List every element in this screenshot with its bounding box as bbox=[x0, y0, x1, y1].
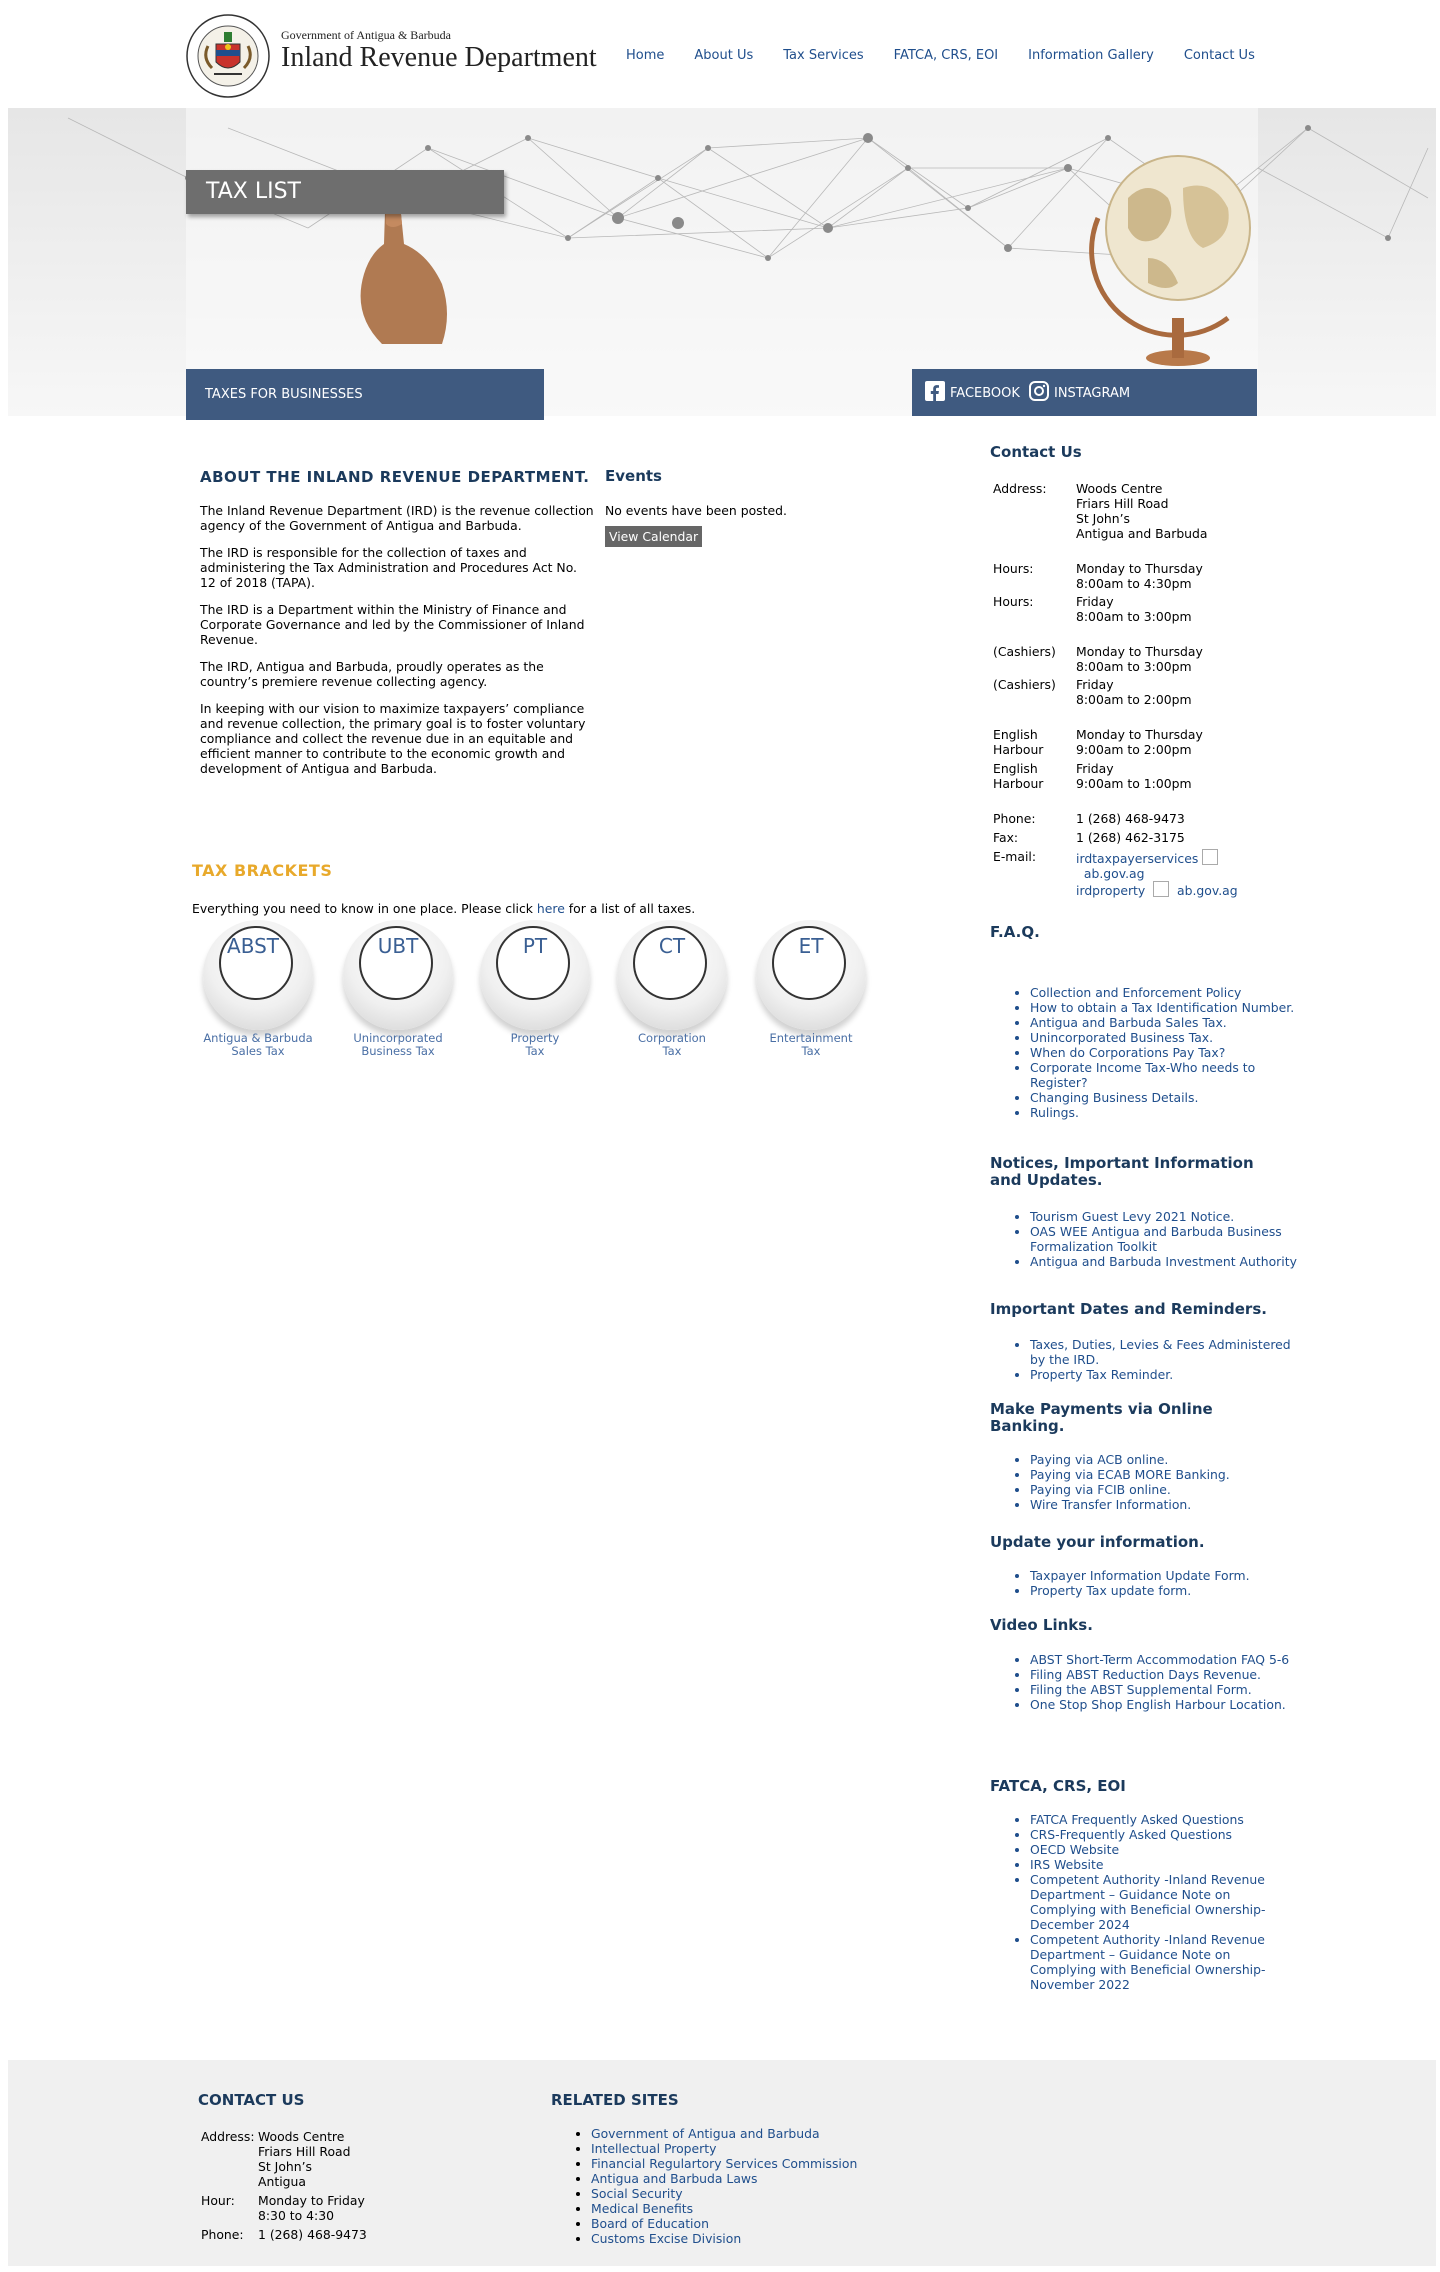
update-heading: Update your information. bbox=[990, 1533, 1205, 1551]
contact-value: Woods Centre Friars Hill Road St John’s Antigua and Barbuda bbox=[1076, 481, 1208, 541]
about-paragraph: The Inland Revenue Department (IRD) is the revenue collection agency of the Government of Antigua and Barbuda. bbox=[200, 503, 594, 533]
list-item bbox=[591, 2126, 857, 2141]
tax-label-line: Corporation bbox=[638, 1031, 706, 1045]
list-item bbox=[1030, 1045, 1300, 1060]
nav-fatca-crs-eoi[interactable]: FATCA, CRS, EOI bbox=[893, 48, 999, 63]
dates-link[interactable]: Property Tax Reminder. bbox=[1030, 1367, 1174, 1382]
fatca-link[interactable]: Competent Authority -Inland Revenue Department – Guidance Note on Complying with Beneficial Ownership- December 2024 bbox=[1030, 1872, 1266, 1932]
list-item bbox=[1030, 1337, 1300, 1367]
tax-brackets-heading: TAX BRACKETS bbox=[192, 861, 333, 880]
list-item bbox=[1030, 1000, 1300, 1015]
list-item bbox=[1030, 1367, 1300, 1382]
faq-link[interactable]: When do Corporations Pay Tax? bbox=[1030, 1045, 1226, 1060]
email-domain: ab.gov.ag bbox=[1177, 883, 1238, 898]
list-item bbox=[1030, 1857, 1300, 1872]
related-sites-heading: RELATED SITES bbox=[551, 2091, 679, 2109]
tax-label-line: Tax bbox=[525, 1044, 545, 1058]
contact-value: Monday to Thursday 8:00am to 3:00pm bbox=[1076, 644, 1203, 674]
fatca-link[interactable]: CRS-Frequently Asked Questions bbox=[1030, 1827, 1232, 1842]
tax-abbr: ET bbox=[798, 934, 824, 958]
tax-label-line: Antigua & Barbuda bbox=[203, 1031, 313, 1045]
taxes-for-businesses-button[interactable]: TAXES FOR BUSINESSES bbox=[186, 369, 544, 420]
footer-contact-heading: CONTACT US bbox=[198, 2091, 305, 2109]
contact-key: Fax: bbox=[993, 830, 1019, 845]
tax-label-line: Unincorporated bbox=[353, 1031, 443, 1045]
list-item bbox=[1030, 1827, 1300, 1842]
instagram-icon bbox=[1029, 381, 1049, 401]
video-link[interactable]: Filing the ABST Supplemental Form. bbox=[1030, 1682, 1252, 1697]
list-item bbox=[591, 2186, 857, 2201]
contact-value: Friday 8:00am to 2:00pm bbox=[1076, 677, 1192, 707]
list-item bbox=[1030, 1030, 1300, 1045]
events-heading: Events bbox=[605, 467, 662, 485]
payment-link[interactable]: Paying via FCIB online. bbox=[1030, 1482, 1171, 1497]
contact-key: (Cashiers) bbox=[993, 644, 1056, 659]
tax-label-line: Property bbox=[510, 1031, 560, 1045]
tax-brackets-intro bbox=[192, 901, 695, 916]
nav-home[interactable]: Home bbox=[626, 48, 665, 63]
contact-value: Monday to Thursday 9:00am to 2:00pm bbox=[1076, 727, 1203, 757]
social-links-bar bbox=[912, 369, 1257, 416]
related-sites-list bbox=[551, 2126, 857, 2246]
view-calendar-button[interactable]: View Calendar bbox=[605, 526, 702, 547]
contact-value: 1 (268) 468-9473 bbox=[1076, 811, 1185, 826]
related-site-link[interactable]: Board of Education bbox=[591, 2216, 709, 2231]
logo-department-text: Inland Revenue Department bbox=[281, 42, 597, 73]
video-list bbox=[990, 1652, 1300, 1712]
footer-hour-key: Hour: bbox=[201, 2193, 235, 2208]
broken-image-icon bbox=[1202, 849, 1218, 865]
tax-abbr: ABST bbox=[227, 934, 279, 958]
list-item bbox=[1030, 1105, 1300, 1120]
tax-label bbox=[607, 1032, 737, 1058]
list-item bbox=[1030, 1697, 1300, 1712]
email-taxpayer-services-link[interactable] bbox=[1076, 851, 1218, 881]
footer-phone-key: Phone: bbox=[201, 2227, 244, 2242]
broken-image-icon bbox=[1153, 881, 1169, 897]
fatca-list bbox=[990, 1812, 1300, 1992]
list-item bbox=[1030, 1209, 1300, 1224]
payment-link[interactable]: Paying via ACB online. bbox=[1030, 1452, 1169, 1467]
list-item bbox=[1030, 1497, 1300, 1512]
list-item bbox=[1030, 985, 1300, 1000]
payment-link[interactable]: Wire Transfer Information. bbox=[1030, 1497, 1192, 1512]
payments-heading: Make Payments via Online Banking. bbox=[990, 1400, 1213, 1435]
nav-contact-us[interactable]: Contact Us bbox=[1183, 48, 1255, 63]
tax-label-line: Entertainment bbox=[769, 1031, 853, 1045]
list-item bbox=[1030, 1932, 1300, 1992]
list-item bbox=[1030, 1254, 1300, 1269]
contact-key: English Harbour bbox=[993, 727, 1044, 757]
dates-heading: Important Dates and Reminders. bbox=[990, 1300, 1267, 1318]
contact-heading: Contact Us bbox=[990, 443, 1082, 461]
fatca-heading: FATCA, CRS, EOI bbox=[990, 1777, 1126, 1795]
faq-link[interactable]: Antigua and Barbuda Sales Tax. bbox=[1030, 1015, 1227, 1030]
tax-label bbox=[193, 1032, 323, 1058]
fatca-link[interactable]: Competent Authority -Inland Revenue Department – Guidance Note on Complying with Beneficial Ownership- November 2022 bbox=[1030, 1932, 1266, 1992]
list-item bbox=[1030, 1090, 1300, 1105]
related-site-link[interactable]: Social Security bbox=[591, 2186, 683, 2201]
contact-key: Address: bbox=[993, 481, 1047, 496]
events-empty-text: No events have been posted. bbox=[605, 503, 787, 518]
coat-of-arms-icon bbox=[186, 14, 270, 98]
tax-label-line: Sales Tax bbox=[231, 1044, 285, 1058]
contact-key: Hours: bbox=[993, 594, 1034, 609]
related-site-link[interactable]: Customs Excise Division bbox=[591, 2231, 742, 2246]
tax-circle-ubt[interactable] bbox=[333, 920, 463, 1058]
list-item bbox=[1030, 1224, 1300, 1254]
footer-phone-value: 1 (268) 468-9473 bbox=[258, 2227, 367, 2242]
video-link[interactable]: Filing ABST Reduction Days Revenue. bbox=[1030, 1667, 1261, 1682]
faq-link[interactable]: Unincorporated Business Tax. bbox=[1030, 1030, 1214, 1045]
list-item bbox=[1030, 1467, 1300, 1482]
related-site-link[interactable]: Government of Antigua and Barbuda bbox=[591, 2126, 820, 2141]
contact-key: Phone: bbox=[993, 811, 1036, 826]
intro-text: Everything you need to know in one place. Please click bbox=[192, 901, 537, 916]
list-item bbox=[1030, 1015, 1300, 1030]
update-link[interactable]: Taxpayer Information Update Form. bbox=[1030, 1568, 1250, 1583]
list-item bbox=[1030, 1568, 1300, 1583]
list-item bbox=[1030, 1583, 1300, 1598]
faq-heading: F.A.Q. bbox=[990, 923, 1040, 941]
video-link[interactable]: ABST Short-Term Accommodation FAQ 5-6 bbox=[1030, 1652, 1290, 1667]
list-item bbox=[1030, 1482, 1300, 1497]
contact-value: Friday 8:00am to 3:00pm bbox=[1076, 594, 1192, 624]
list-item bbox=[591, 2141, 857, 2156]
tax-abbr: CT bbox=[658, 934, 686, 958]
fatca-link[interactable]: IRS Website bbox=[1030, 1857, 1104, 1872]
about-paragraph: The IRD is responsible for the collection of taxes and administering the Tax Administration and Procedures Act No. 12 of 2018 (TAPA). bbox=[200, 545, 577, 590]
list-item bbox=[1030, 1652, 1300, 1667]
tax-abbr: PT bbox=[522, 934, 548, 958]
instagram-link[interactable] bbox=[1029, 381, 1130, 401]
update-list bbox=[990, 1568, 1300, 1598]
email-domain: ab.gov.ag bbox=[1083, 866, 1145, 881]
list-item bbox=[1030, 1060, 1300, 1090]
contact-key: E-mail: bbox=[993, 849, 1037, 864]
intro-text: for a list of all taxes. bbox=[564, 901, 696, 916]
fatca-link[interactable]: OECD Website bbox=[1030, 1842, 1120, 1857]
about-heading: ABOUT THE INLAND REVENUE DEPARTMENT. bbox=[200, 468, 590, 486]
contact-value: Monday to Thursday 8:00am to 4:30pm bbox=[1076, 561, 1203, 591]
email-user: irdproperty bbox=[1076, 883, 1146, 898]
logo-government-text: Government of Antigua & Barbuda bbox=[281, 28, 451, 42]
footer-address-key: Address: bbox=[201, 2129, 255, 2144]
list-item bbox=[591, 2171, 857, 2186]
about-paragraph: In keeping with our vision to maximize taxpayers’ compliance and revenue collection, the primary goal is to foster voluntary compliance and collect the revenue due in an equitable and efficient manner to contribute to the economic growth and development of Antigua and Barbuda. bbox=[200, 701, 586, 776]
tax-circle-et[interactable] bbox=[746, 920, 876, 1058]
tax-label-line: Tax bbox=[662, 1044, 682, 1058]
tax-label-line: Business Tax bbox=[361, 1044, 435, 1058]
about-paragraph: The IRD, Antigua and Barbuda, proudly operates as the country’s premiere revenue collecting agency. bbox=[200, 659, 544, 689]
email-user: irdtaxpayerservices bbox=[1076, 851, 1199, 866]
nav-tax-services[interactable]: Tax Services bbox=[783, 48, 864, 63]
about-paragraph: The IRD is a Department within the Ministry of Finance and Corporate Governance and led by the Commissioner of Inland Revenue. bbox=[200, 602, 585, 647]
related-site-link[interactable]: Medical Benefits bbox=[591, 2201, 694, 2216]
tax-label bbox=[470, 1032, 600, 1058]
tax-circle-ct[interactable] bbox=[607, 920, 737, 1058]
site-logo[interactable] bbox=[186, 14, 597, 98]
list-item bbox=[591, 2231, 857, 2246]
related-site-link[interactable]: Intellectual Property bbox=[591, 2141, 717, 2156]
list-item bbox=[1030, 1842, 1300, 1857]
nav-about-us[interactable]: About Us bbox=[694, 48, 754, 63]
footer bbox=[8, 2060, 1436, 2266]
nav-information-gallery[interactable]: Information Gallery bbox=[1028, 48, 1154, 63]
fatca-link[interactable]: FATCA Frequently Asked Questions bbox=[1030, 1812, 1244, 1827]
facebook-icon bbox=[925, 381, 945, 401]
contact-key: Hours: bbox=[993, 561, 1034, 576]
instagram-label: INSTAGRAM bbox=[1054, 386, 1131, 401]
faq-link[interactable]: Changing Business Details. bbox=[1030, 1090, 1199, 1105]
tax-circle-pt[interactable] bbox=[470, 920, 600, 1058]
faq-link[interactable]: How to obtain a Tax Identification Number. bbox=[1030, 1000, 1295, 1015]
faq-link[interactable]: Collection and Enforcement Policy bbox=[1030, 985, 1242, 1000]
update-link[interactable]: Property Tax update form. bbox=[1030, 1583, 1192, 1598]
tax-label bbox=[333, 1032, 463, 1058]
main-nav bbox=[626, 48, 1285, 63]
footer-address-value: Woods Centre Friars Hill Road St John’s Antigua bbox=[258, 2129, 351, 2189]
dates-link[interactable]: Taxes, Duties, Levies & Fees Administered by the IRD. bbox=[1030, 1337, 1291, 1367]
notices-list bbox=[990, 1209, 1300, 1269]
footer-hour-value: Monday to Friday 8:30 to 4:30 bbox=[258, 2193, 365, 2223]
list-item bbox=[1030, 1667, 1300, 1682]
notice-link[interactable]: Tourism Guest Levy 2021 Notice. bbox=[1030, 1209, 1235, 1224]
list-item bbox=[1030, 1812, 1300, 1827]
list-item bbox=[591, 2216, 857, 2231]
facebook-label: FACEBOOK bbox=[950, 386, 1020, 401]
related-site-link[interactable]: Antigua and Barbuda Laws bbox=[591, 2171, 758, 2186]
tax-abbr: UBT bbox=[377, 934, 419, 958]
tax-label bbox=[746, 1032, 876, 1058]
facebook-link[interactable] bbox=[925, 381, 1020, 401]
tax-circle-abst[interactable] bbox=[193, 920, 323, 1058]
video-heading: Video Links. bbox=[990, 1616, 1093, 1634]
contact-key: English Harbour bbox=[993, 761, 1044, 791]
faq-link[interactable]: Rulings. bbox=[1030, 1105, 1079, 1120]
list-item bbox=[591, 2156, 857, 2171]
contact-key: (Cashiers) bbox=[993, 677, 1056, 692]
payment-link[interactable]: Paying via ECAB MORE Banking. bbox=[1030, 1467, 1230, 1482]
contact-value: Friday 9:00am to 1:00pm bbox=[1076, 761, 1192, 791]
contact-value: 1 (268) 462-3175 bbox=[1076, 830, 1185, 845]
notices-heading: Notices, Important Information and Updates. bbox=[990, 1154, 1254, 1189]
faq-link[interactable]: Corporate Income Tax-Who needs to Register? bbox=[1030, 1060, 1256, 1090]
video-link[interactable]: One Stop Shop English Harbour Location. bbox=[1030, 1697, 1286, 1712]
email-property-link[interactable] bbox=[1076, 883, 1238, 898]
faq-list bbox=[990, 985, 1300, 1120]
tax-label-line: Tax bbox=[801, 1044, 821, 1058]
list-item bbox=[1030, 1452, 1300, 1467]
banner-title: TAX LIST bbox=[186, 170, 504, 214]
related-site-link[interactable]: Financial Regulartory Services Commission bbox=[591, 2156, 858, 2171]
payments-list bbox=[990, 1452, 1300, 1512]
email-block bbox=[1076, 849, 1238, 898]
list-item bbox=[1030, 1682, 1300, 1697]
notice-link[interactable]: OAS WEE Antigua and Barbuda Business Formalization Toolkit bbox=[1030, 1224, 1282, 1254]
all-taxes-link[interactable]: here bbox=[536, 901, 565, 916]
notice-link[interactable]: Antigua and Barbuda Investment Authority bbox=[1030, 1254, 1297, 1269]
dates-list bbox=[990, 1337, 1300, 1382]
list-item bbox=[1030, 1872, 1300, 1932]
list-item bbox=[591, 2201, 857, 2216]
